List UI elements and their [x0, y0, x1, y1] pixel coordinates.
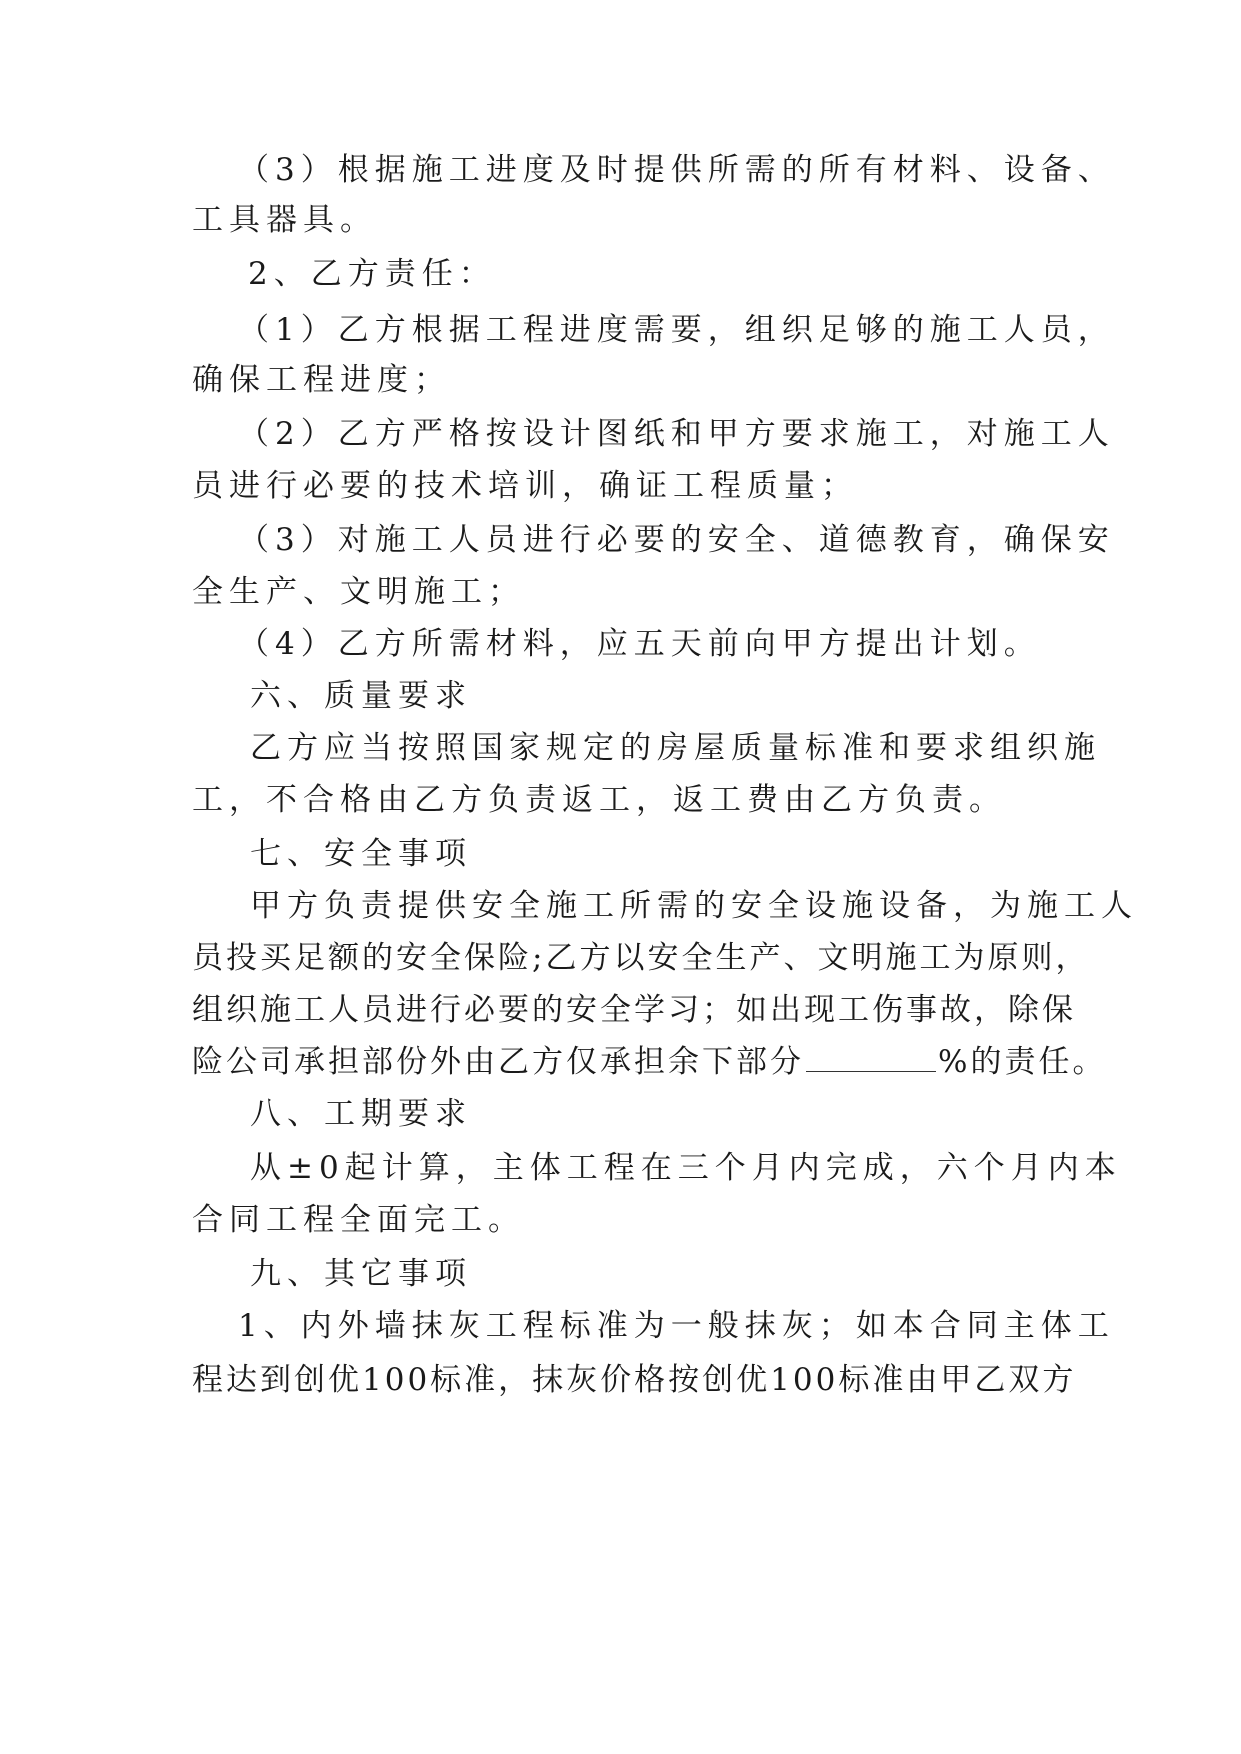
text-segment: %的责任。 — [938, 1044, 1107, 1080]
text-segment: 险公司承担部份外由乙方仅承担余下部分 — [192, 1044, 804, 1080]
section-heading: 八、工期要求 — [250, 1096, 472, 1132]
text-line: （1）乙方根据工程进度需要，组织足够的施工人员， — [238, 312, 1115, 348]
text-line: （2）乙方严格按设计图纸和甲方要求施工，对施工人 — [238, 416, 1115, 452]
fill-in-blank — [806, 1045, 936, 1072]
text-line: 员投买足额的安全保险;乙方以安全生产、文明施工为原则， — [192, 940, 1090, 976]
text-line: 员进行必要的技术培训，确证工程质量； — [192, 468, 858, 504]
text-line: 工具器具。 — [192, 202, 377, 238]
section-heading: 九、其它事项 — [250, 1256, 472, 1292]
text-line: 程达到创优100标准，抹灰价格按创优100标准由甲乙双方 — [192, 1362, 1077, 1398]
text-line-with-blank — [192, 1042, 1106, 1082]
text-line: 乙方应当按照国家规定的房屋质量标准和要求组织施 — [250, 730, 1101, 766]
section-heading: 六、质量要求 — [250, 678, 472, 714]
text-line: 确保工程进度； — [192, 362, 451, 398]
section-heading: 七、安全事项 — [250, 836, 472, 872]
text-line: 全生产、文明施工； — [192, 574, 525, 610]
text-line: （4）乙方所需材料，应五天前向甲方提出计划。 — [238, 626, 1041, 662]
text-line: 组织施工人员进行必要的安全学习；如出现工伤事故，除保 — [192, 992, 1076, 1028]
text-line: 合同工程全面完工。 — [192, 1202, 525, 1238]
text-line: （3）根据施工进度及时提供所需的所有材料、设备、 — [238, 152, 1115, 188]
text-line: 甲方负责提供安全施工所需的安全设施设备，为施工人 — [250, 888, 1138, 924]
text-line: 2、乙方责任： — [248, 256, 496, 292]
text-line: 从±0起计算，主体工程在三个月内完成，六个月内本 — [250, 1150, 1122, 1186]
text-line: 1、内外墙抹灰工程标准为一般抹灰；如本合同主体工 — [238, 1308, 1115, 1344]
text-line: 工，不合格由乙方负责返工，返工费由乙方负责。 — [192, 782, 1006, 818]
text-line: （3）对施工人员进行必要的安全、道德教育，确保安 — [238, 522, 1115, 558]
